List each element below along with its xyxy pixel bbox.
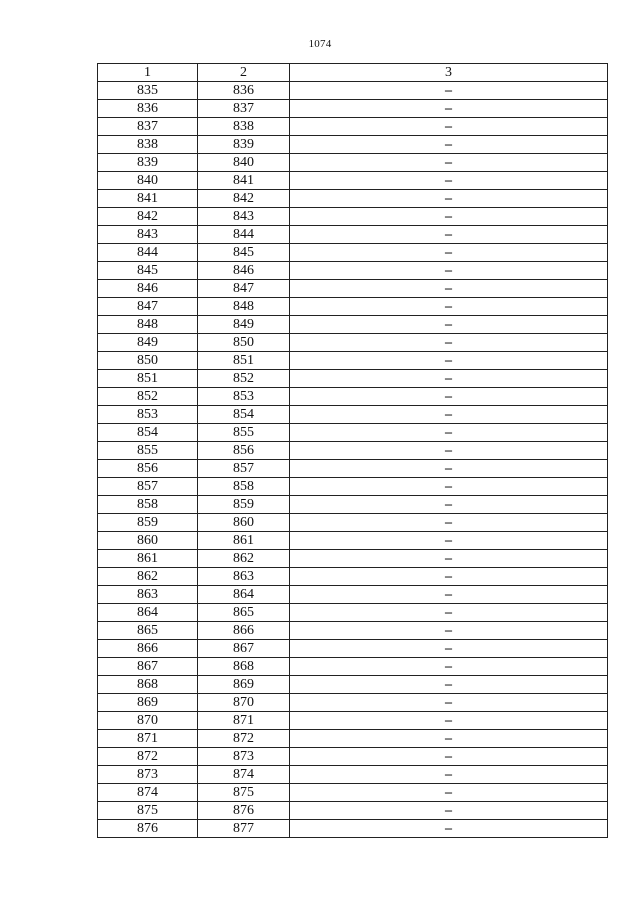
- dash-mark: –: [445, 353, 452, 368]
- dash-mark: –: [445, 227, 452, 242]
- table-cell-col-1: 847: [98, 298, 198, 316]
- table-row: [98, 640, 608, 658]
- table-cell-col-3: [290, 208, 608, 226]
- table-cell-col-2: 851: [198, 352, 290, 370]
- table-cell-col-1: 858: [98, 496, 198, 514]
- table-row: [98, 388, 608, 406]
- table-cell-col-2: 842: [198, 190, 290, 208]
- table-row: [98, 550, 608, 568]
- column-header-1: 1: [98, 64, 198, 82]
- table-cell-col-1: 859: [98, 514, 198, 532]
- dash-mark: –: [445, 479, 452, 494]
- table-cell-col-1: 835: [98, 82, 198, 100]
- table-cell-col-1: 869: [98, 694, 198, 712]
- dash-mark: –: [445, 821, 452, 836]
- dash-mark: –: [445, 677, 452, 692]
- table-cell-col-3: [290, 820, 608, 838]
- dash-mark: –: [445, 587, 452, 602]
- table-cell-col-2: 864: [198, 586, 290, 604]
- table-cell-col-3: [290, 640, 608, 658]
- table-cell-col-3: [290, 424, 608, 442]
- table-row: [98, 568, 608, 586]
- dash-mark: –: [445, 785, 452, 800]
- table-cell-col-2: 869: [198, 676, 290, 694]
- table-row: [98, 208, 608, 226]
- table-cell-col-3: [290, 550, 608, 568]
- table-cell-col-2: 840: [198, 154, 290, 172]
- table-cell-col-2: 868: [198, 658, 290, 676]
- table-cell-col-2: 860: [198, 514, 290, 532]
- table-cell-col-1: 850: [98, 352, 198, 370]
- dash-mark: –: [445, 263, 452, 278]
- table-cell-col-2: 836: [198, 82, 290, 100]
- table-row: [98, 622, 608, 640]
- table-row: [98, 478, 608, 496]
- table-cell-col-2: 845: [198, 244, 290, 262]
- table-row: [98, 298, 608, 316]
- table-cell-col-2: 857: [198, 460, 290, 478]
- dash-mark: –: [445, 533, 452, 548]
- table-cell-col-2: 877: [198, 820, 290, 838]
- table-cell-col-1: 853: [98, 406, 198, 424]
- table-cell-col-2: 841: [198, 172, 290, 190]
- dash-mark: –: [445, 137, 452, 152]
- table-cell-col-3: [290, 334, 608, 352]
- table-cell-col-1: 863: [98, 586, 198, 604]
- table-cell-col-2: 846: [198, 262, 290, 280]
- table-cell-col-3: [290, 604, 608, 622]
- dash-mark: –: [445, 407, 452, 422]
- dash-mark: –: [445, 155, 452, 170]
- table-cell-col-3: [290, 154, 608, 172]
- table-cell-col-2: 848: [198, 298, 290, 316]
- table-row: [98, 460, 608, 478]
- table-cell-col-1: 857: [98, 478, 198, 496]
- dash-mark: –: [445, 443, 452, 458]
- table-cell-col-2: 837: [198, 100, 290, 118]
- table-row: [98, 730, 608, 748]
- dash-mark: –: [445, 803, 452, 818]
- table-cell-col-1: 842: [98, 208, 198, 226]
- column-header-2: 2: [198, 64, 290, 82]
- table-cell-col-3: [290, 100, 608, 118]
- table-cell-col-2: 844: [198, 226, 290, 244]
- dash-mark: –: [445, 713, 452, 728]
- table-cell-col-1: 868: [98, 676, 198, 694]
- table-cell-col-3: [290, 658, 608, 676]
- dash-mark: –: [445, 245, 452, 260]
- table-row: [98, 334, 608, 352]
- table-cell-col-1: 856: [98, 460, 198, 478]
- table-row: [98, 820, 608, 838]
- table-cell-col-3: [290, 712, 608, 730]
- table-row: [98, 262, 608, 280]
- dash-mark: –: [445, 569, 452, 584]
- table-cell-col-3: [290, 460, 608, 478]
- dash-mark: –: [445, 299, 452, 314]
- table-row: [98, 190, 608, 208]
- table-cell-col-2: 847: [198, 280, 290, 298]
- table-row: [98, 100, 608, 118]
- table-cell-col-3: [290, 136, 608, 154]
- table-row: [98, 586, 608, 604]
- table-row: [98, 694, 608, 712]
- table-row: [98, 280, 608, 298]
- dash-mark: –: [445, 317, 452, 332]
- table-cell-col-1: 861: [98, 550, 198, 568]
- table-cell-col-1: 841: [98, 190, 198, 208]
- table-row: [98, 676, 608, 694]
- table-cell-col-3: [290, 514, 608, 532]
- table-cell-col-1: 848: [98, 316, 198, 334]
- table-cell-col-1: 838: [98, 136, 198, 154]
- table-cell-col-3: [290, 226, 608, 244]
- table-cell-col-3: [290, 262, 608, 280]
- dash-mark: –: [445, 515, 452, 530]
- table-cell-col-2: 839: [198, 136, 290, 154]
- table-cell-col-2: 872: [198, 730, 290, 748]
- table-cell-col-3: [290, 370, 608, 388]
- table-header: [98, 64, 608, 82]
- table-cell-col-2: 858: [198, 478, 290, 496]
- dash-mark: –: [445, 767, 452, 782]
- table-cell-col-1: 867: [98, 658, 198, 676]
- table-cell-col-3: [290, 406, 608, 424]
- table-cell-col-2: 866: [198, 622, 290, 640]
- dash-mark: –: [445, 605, 452, 620]
- table-cell-col-1: 839: [98, 154, 198, 172]
- dash-mark: –: [445, 461, 452, 476]
- table-cell-col-3: [290, 496, 608, 514]
- table-cell-col-3: [290, 748, 608, 766]
- table-cell-col-3: [290, 82, 608, 100]
- table-cell-col-3: [290, 568, 608, 586]
- table-cell-col-1: 837: [98, 118, 198, 136]
- table-cell-col-1: 872: [98, 748, 198, 766]
- table-cell-col-1: 855: [98, 442, 198, 460]
- table-cell-col-3: [290, 784, 608, 802]
- dash-mark: –: [445, 335, 452, 350]
- table-cell-col-1: 845: [98, 262, 198, 280]
- table-cell-col-1: 836: [98, 100, 198, 118]
- table-cell-col-2: 856: [198, 442, 290, 460]
- data-table: [97, 63, 608, 838]
- dash-mark: –: [445, 119, 452, 134]
- table-row: [98, 316, 608, 334]
- table-cell-col-1: 865: [98, 622, 198, 640]
- table-cell-col-2: 876: [198, 802, 290, 820]
- table-cell-col-1: 840: [98, 172, 198, 190]
- table-cell-col-3: [290, 730, 608, 748]
- table-cell-col-1: 862: [98, 568, 198, 586]
- table-cell-col-3: [290, 478, 608, 496]
- dash-mark: –: [445, 731, 452, 746]
- table-cell-col-1: 852: [98, 388, 198, 406]
- table-row: [98, 604, 608, 622]
- table-cell-col-3: [290, 676, 608, 694]
- dash-mark: –: [445, 659, 452, 674]
- table-cell-col-2: 849: [198, 316, 290, 334]
- table-cell-col-3: [290, 244, 608, 262]
- table-cell-col-3: [290, 352, 608, 370]
- dash-mark: –: [445, 101, 452, 116]
- dash-mark: –: [445, 623, 452, 638]
- dash-mark: –: [445, 641, 452, 656]
- table-cell-col-1: 843: [98, 226, 198, 244]
- table-row: [98, 226, 608, 244]
- table-cell-col-3: [290, 442, 608, 460]
- table-row: [98, 532, 608, 550]
- table-row: [98, 244, 608, 262]
- table-cell-col-1: 860: [98, 532, 198, 550]
- table-cell-col-2: 853: [198, 388, 290, 406]
- dash-mark: –: [445, 551, 452, 566]
- table-cell-col-2: 875: [198, 784, 290, 802]
- dash-mark: –: [445, 695, 452, 710]
- table-cell-col-1: 871: [98, 730, 198, 748]
- table-cell-col-1: 849: [98, 334, 198, 352]
- table-cell-col-1: 870: [98, 712, 198, 730]
- table-cell-col-3: [290, 172, 608, 190]
- table-cell-col-2: 838: [198, 118, 290, 136]
- table-cell-col-2: 854: [198, 406, 290, 424]
- table-cell-col-3: [290, 298, 608, 316]
- table-cell-col-2: 867: [198, 640, 290, 658]
- table-cell-col-3: [290, 388, 608, 406]
- table-cell-col-1: 864: [98, 604, 198, 622]
- table-row: [98, 802, 608, 820]
- table-cell-col-3: [290, 118, 608, 136]
- table-row: [98, 370, 608, 388]
- table-cell-col-1: 851: [98, 370, 198, 388]
- table-cell-col-3: [290, 532, 608, 550]
- dash-mark: –: [445, 281, 452, 296]
- table-row: [98, 658, 608, 676]
- table-cell-col-1: 866: [98, 640, 198, 658]
- table-header-row: [98, 64, 608, 82]
- table-row: [98, 784, 608, 802]
- table-cell-col-3: [290, 694, 608, 712]
- table-cell-col-2: 863: [198, 568, 290, 586]
- table-cell-col-2: 843: [198, 208, 290, 226]
- table-cell-col-1: 854: [98, 424, 198, 442]
- table-cell-col-2: 873: [198, 748, 290, 766]
- table-cell-col-2: 859: [198, 496, 290, 514]
- dash-mark: –: [445, 425, 452, 440]
- table-cell-col-1: 874: [98, 784, 198, 802]
- table-row: [98, 82, 608, 100]
- table-row: [98, 442, 608, 460]
- table-cell-col-1: 844: [98, 244, 198, 262]
- dash-mark: –: [445, 209, 452, 224]
- table-cell-col-2: 850: [198, 334, 290, 352]
- table-cell-col-1: 876: [98, 820, 198, 838]
- table-cell-col-2: 870: [198, 694, 290, 712]
- table-cell-col-3: [290, 586, 608, 604]
- page-number: 1074: [308, 38, 332, 50]
- table-row: [98, 172, 608, 190]
- table-cell-col-2: 871: [198, 712, 290, 730]
- table-cell-col-1: 875: [98, 802, 198, 820]
- table-cell-col-3: [290, 280, 608, 298]
- table-row: [98, 118, 608, 136]
- table-cell-col-3: [290, 622, 608, 640]
- table-cell-col-2: 874: [198, 766, 290, 784]
- table-cell-col-2: 865: [198, 604, 290, 622]
- table-row: [98, 514, 608, 532]
- table-cell-col-2: 855: [198, 424, 290, 442]
- dash-mark: –: [445, 497, 452, 512]
- dash-mark: –: [445, 191, 452, 206]
- table-cell-col-3: [290, 766, 608, 784]
- column-header-3: 3: [290, 64, 608, 82]
- dash-mark: –: [445, 83, 452, 98]
- table-body: [98, 82, 608, 838]
- table-cell-col-2: 861: [198, 532, 290, 550]
- table-row: [98, 712, 608, 730]
- table-cell-col-3: [290, 316, 608, 334]
- dash-mark: –: [445, 173, 452, 188]
- table-cell-col-1: 873: [98, 766, 198, 784]
- table-cell-col-3: [290, 802, 608, 820]
- table-cell-col-3: [290, 190, 608, 208]
- table-cell-col-1: 846: [98, 280, 198, 298]
- table-row: [98, 424, 608, 442]
- table-row: [98, 748, 608, 766]
- table-cell-col-2: 862: [198, 550, 290, 568]
- table-row: [98, 766, 608, 784]
- dash-mark: –: [445, 371, 452, 386]
- table-row: [98, 406, 608, 424]
- table-cell-col-2: 852: [198, 370, 290, 388]
- table-row: [98, 352, 608, 370]
- table-row: [98, 136, 608, 154]
- table-row: [98, 154, 608, 172]
- table-row: [98, 496, 608, 514]
- dash-mark: –: [445, 749, 452, 764]
- dash-mark: –: [445, 389, 452, 404]
